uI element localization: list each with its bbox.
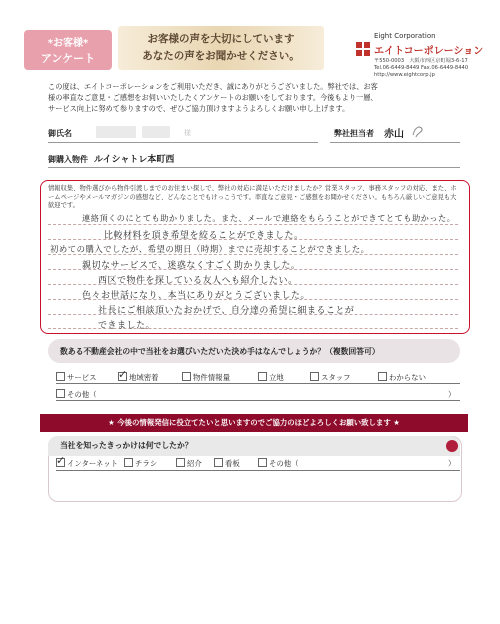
- q2-underline: [56, 470, 460, 471]
- badge-line2: アンケート: [40, 52, 96, 65]
- comment-line: 比較材料を頂き希望を絞ることができました。: [104, 231, 304, 241]
- q2-option-signboard[interactable]: 看板: [214, 458, 240, 469]
- q1-other-underline[interactable]: [56, 400, 460, 401]
- badge-line1: *お客様*: [47, 38, 89, 49]
- checkbox[interactable]: [378, 372, 387, 381]
- staff-label: 弊社担当者: [334, 129, 374, 138]
- checkbox[interactable]: [176, 458, 185, 467]
- ruled-line: [48, 224, 458, 226]
- corp-name-en: Eight Corporation: [374, 32, 436, 40]
- corp-name-jp: エイトコーポレーション: [374, 46, 484, 57]
- corp-phone: Tel.06-6449-8449 Fax.06-6449-8440: [374, 65, 469, 71]
- staff-seal-icon: [411, 123, 425, 139]
- checkbox[interactable]: [310, 372, 319, 381]
- q1-divider: [56, 383, 460, 384]
- banner-line1: お客様の声を大切にしています: [147, 33, 295, 45]
- name-underline: [48, 142, 318, 143]
- q1-option-other[interactable]: その他（: [56, 389, 97, 400]
- checkbox-checked[interactable]: [56, 458, 65, 467]
- q2-dot-icon: [446, 440, 458, 452]
- comments-question: 情報収集、物件選びから物件引渡しまでのお住まい探しで、弊社の対応に満足いただけましたか？営業スタッフ、事務スタッフの対応、また、ホームページやメールマガジンの感想など、どんなことでもけっこうです。率直なご意見・ご感想をお聞かせください。もちろん厳しいご意見も大歓迎です。: [48, 185, 457, 209]
- checkbox[interactable]: [214, 458, 223, 467]
- checkbox[interactable]: [56, 389, 65, 398]
- q2-option-other[interactable]: その他（: [258, 458, 299, 469]
- checkbox[interactable]: [124, 458, 133, 467]
- q1-option-unknown[interactable]: わからない: [378, 372, 426, 383]
- comment-line: 色々お世話になり、本当にありがとうございました。: [82, 291, 311, 301]
- name-redacted-2: [142, 126, 170, 138]
- checkbox[interactable]: [258, 458, 267, 467]
- q2-option-flyer[interactable]: チラシ: [124, 458, 157, 469]
- property-value[interactable]: ルイシャトレ本町西: [94, 155, 175, 165]
- q2-question: 当社を知ったきっかけは何でしたか？: [60, 441, 193, 450]
- comment-line: 初めての購入でしたが、希望の期日（時期）までに売却することができました。: [50, 244, 370, 254]
- checkbox-checked[interactable]: [118, 372, 127, 381]
- q1-question: 数ある不動産会社の中で当社をお選びいただいた決め手はなんでしょうか？（複数回答可）: [60, 347, 380, 356]
- intro-text: この度は、エイトコーポレーションをご利用いただき、誠にありがとうございました。弊社では、お客様の率直なご意見・ご感想をお伺いいたしたくアンケートのお願いをしております。今後もより一層、サービス向上に努めて参りますので、ぜひご協力頂けますようよろしくお願い申し上げます。: [48, 82, 378, 113]
- q2-option-internet[interactable]: ✓インターネット: [56, 458, 118, 469]
- checkbox[interactable]: [182, 372, 191, 381]
- checkbox[interactable]: [56, 372, 65, 381]
- q2-other-close: ）: [448, 459, 456, 468]
- q1-option-staff[interactable]: スタッフ: [310, 372, 351, 383]
- comment-line: できました。: [98, 321, 156, 331]
- q1-option-service[interactable]: サービス: [56, 372, 97, 383]
- corp-address: 〒550-0003 大阪市西区京町堀3-6-17: [374, 58, 468, 64]
- comment-line: 連絡頂くのにとても助かりました。また、メールで連絡をもらうことができてとても助かった。: [82, 213, 456, 223]
- staff-value[interactable]: 赤山: [384, 129, 404, 140]
- q2-option-referral[interactable]: 紹介: [176, 458, 202, 469]
- banner-line2: あなたの声をお聞かせください。: [142, 50, 300, 62]
- q1-other-close: ）: [448, 390, 456, 399]
- corporation-logo-icon: [356, 42, 370, 56]
- comment-line: 西区で物件を探している友人へも紹介したい。: [98, 276, 298, 286]
- q1-option-local[interactable]: ✓ 地域密着: [118, 372, 159, 383]
- checkbox[interactable]: [258, 372, 267, 381]
- q1-option-location[interactable]: 立地: [258, 372, 284, 383]
- corp-url: http://www.eightcorp.jp: [374, 72, 435, 78]
- property-underline: [48, 167, 460, 168]
- staff-underline: [330, 142, 460, 143]
- info-banner-text: ★ 今後の情報発信に役立てたいと思いますのでご協力のほどよろしくお願い致します ★: [108, 418, 400, 427]
- name-label: 御氏名: [48, 129, 72, 138]
- comment-line: 親切なサービスで、迷惑なくすごく助かりました。: [82, 261, 301, 271]
- property-label: 御購入物件: [48, 155, 88, 164]
- comment-line: 社長にご相談頂いたおかげで、自分達の希望に細まることが: [98, 306, 355, 316]
- name-suffix: 様: [184, 129, 191, 137]
- name-redacted: [96, 126, 136, 138]
- q1-option-listings[interactable]: 物件情報量: [182, 372, 230, 383]
